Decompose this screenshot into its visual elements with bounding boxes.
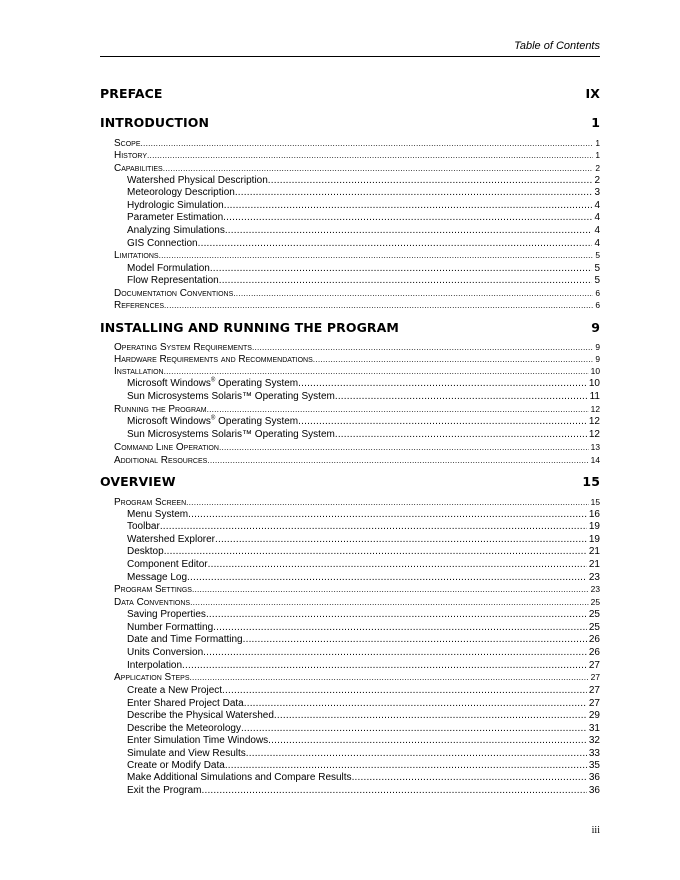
toc-page-number: 36: [588, 785, 600, 796]
toc-section-entry[interactable]: [114, 404, 600, 415]
toc-sub-entry[interactable]: [127, 212, 600, 223]
toc-page-number: 26: [588, 647, 600, 658]
toc-section-entry[interactable]: [114, 455, 600, 466]
leader-dots: [207, 455, 588, 465]
leader-dots: [352, 772, 587, 783]
leader-dots: [252, 342, 593, 352]
toc-page-number: 2: [594, 175, 600, 186]
toc-entry-title: Create or Modify Data: [127, 760, 225, 771]
toc-section-entry[interactable]: [114, 288, 600, 299]
toc-entry-title: Operating System Requirements: [114, 342, 252, 353]
leader-dots: [182, 660, 587, 671]
toc-page-number: 21: [588, 546, 600, 557]
toc-sub-entry[interactable]: [127, 572, 600, 583]
leader-dots: [268, 735, 587, 746]
toc-entry-title: Program Settings: [114, 584, 192, 595]
leader-dots: [160, 521, 587, 532]
toc-page-number: 32: [588, 735, 600, 746]
toc-entry-title: Microsoft Windows® Operating System: [127, 415, 299, 427]
toc-page-number: 23: [590, 584, 600, 594]
toc-page-number: 25: [588, 609, 600, 620]
toc-entry-title: Saving Properties: [127, 609, 206, 620]
leader-dots: [244, 698, 587, 709]
toc-entry-title: Scope: [114, 138, 141, 149]
toc-entry-title: OVERVIEW: [100, 474, 176, 489]
leader-dots: [164, 366, 589, 376]
toc-sub-entry[interactable]: [127, 187, 600, 198]
toc-entry-title: Simulate and View Results: [127, 748, 246, 759]
leader-dots: [233, 288, 593, 298]
toc-page-number: 29: [588, 710, 600, 721]
toc-entry-title: Make Additional Simulations and Compare Results: [127, 772, 352, 783]
leader-dots: [192, 584, 589, 594]
toc-sub-entry[interactable]: [127, 748, 600, 759]
toc-entry-title: Units Conversion: [127, 647, 204, 658]
registered-mark: ®: [210, 415, 216, 422]
toc-page-number: 5: [595, 250, 600, 260]
toc-page-number: 9: [595, 342, 600, 352]
toc-sub-entry[interactable]: [127, 559, 600, 570]
toc-page-number: 2: [595, 163, 600, 173]
toc-sub-entry[interactable]: [127, 735, 600, 746]
toc-entry-title: Limitations: [114, 250, 159, 261]
toc-entry-title: References: [114, 300, 165, 311]
toc-page-number: 33: [588, 748, 600, 759]
toc-entry-title: Enter Simulation Time Windows: [127, 735, 269, 746]
toc-sub-entry[interactable]: [127, 760, 600, 771]
toc-section-entry[interactable]: [114, 442, 600, 453]
toc-entry-title: INSTALLING AND RUNNING THE PROGRAM: [100, 320, 399, 335]
registered-mark: ®: [210, 377, 216, 384]
toc-page-number: 23: [588, 572, 600, 583]
toc-page-number: 27: [590, 672, 600, 682]
toc-entry-title: GIS Connection: [127, 238, 198, 249]
toc-page-number: 1: [595, 138, 600, 148]
toc-entry-title: Data Conventions: [114, 597, 191, 608]
toc-sub-entry[interactable]: [127, 378, 600, 389]
toc-entry-title: Program Screen: [114, 497, 187, 508]
toc-page-number: 21: [588, 559, 600, 570]
toc-page-number: 16: [588, 509, 600, 520]
toc-entry-title: Model Formulation: [127, 263, 210, 274]
toc-page-number: 25: [590, 597, 600, 607]
leader-dots: [219, 275, 593, 286]
toc-entry-title: Exit the Program: [127, 785, 202, 796]
toc-entry-title-rest: Operating System: [215, 416, 299, 427]
toc-page-number: 10: [590, 366, 600, 376]
toc-page-number: 27: [588, 660, 600, 671]
leader-dots: [243, 634, 587, 645]
toc-entry-title: Sun Microsystems Solaris™ Operating System: [127, 391, 335, 402]
toc-entry-title: Toolbar: [127, 521, 160, 532]
toc-entry-title: Running the Program: [114, 404, 207, 415]
leader-dots: [147, 150, 593, 160]
toc-sub-entry[interactable]: [127, 509, 600, 520]
leader-dots: [224, 200, 593, 211]
leader-dots: [207, 404, 589, 414]
toc-section-entry[interactable]: [114, 300, 600, 311]
toc-page-number: 35: [588, 760, 600, 771]
toc-entry-title: Message Log: [127, 572, 188, 583]
leader-dots: [313, 354, 594, 364]
leader-dots: [335, 391, 588, 402]
toc-entry-title: Describe the Physical Watershed: [127, 710, 274, 721]
leader-dots: [159, 250, 594, 260]
toc-sub-entry[interactable]: [127, 647, 600, 658]
toc-page-number: 4: [594, 225, 600, 236]
toc-section-entry[interactable]: [114, 163, 600, 174]
leader-dots: [198, 238, 593, 249]
toc-page-number: 27: [588, 698, 600, 709]
toc-sub-entry[interactable]: [127, 175, 600, 186]
toc-section-entry[interactable]: [114, 597, 600, 608]
toc-entry-title: Parameter Estimation: [127, 212, 224, 223]
header-rule: [100, 56, 600, 57]
toc-entry-title: Enter Shared Project Data: [127, 698, 244, 709]
leader-dots: [246, 748, 587, 759]
toc-section-entry[interactable]: [114, 138, 600, 149]
leader-dots: [208, 559, 587, 570]
toc-section-entry[interactable]: [114, 497, 600, 508]
toc-entry-title: History: [114, 150, 148, 161]
leader-dots: [203, 647, 587, 658]
toc-entry-title: Application Steps: [114, 672, 190, 683]
toc-chapter-entry[interactable]: [100, 474, 600, 489]
toc-entry-title: Sun Microsystems Solaris™ Operating System: [127, 429, 335, 440]
toc-entry-title: Watershed Physical Description: [127, 175, 268, 186]
toc-entry-title: Hydrologic Simulation: [127, 200, 224, 211]
leader-dots: [206, 609, 587, 620]
leader-dots: [222, 685, 587, 696]
toc-page-number: 11: [589, 391, 600, 402]
toc-entry-title-rest: Operating System: [215, 378, 299, 389]
toc-page-number: 31: [588, 723, 600, 734]
leader-dots: [268, 175, 593, 186]
toc-entry-title: Installation: [114, 366, 164, 377]
toc-section-entry[interactable]: [114, 584, 600, 595]
toc-page-number: 4: [594, 238, 600, 249]
toc-entry-title: Number Formatting: [127, 622, 214, 633]
toc-entry-title: Date and Time Formatting: [127, 634, 243, 645]
toc-section-entry[interactable]: [114, 150, 600, 161]
leader-dots: [298, 378, 587, 389]
toc-sub-entry[interactable]: [127, 238, 600, 249]
toc-entry-title: Additional Resources: [114, 455, 208, 466]
toc-page-number: 4: [594, 212, 600, 223]
toc-page-number: 1: [595, 150, 600, 160]
toc-sub-entry[interactable]: [127, 225, 600, 236]
toc-chapter-entry[interactable]: [100, 86, 600, 101]
page-number: iii: [591, 825, 600, 836]
toc-section-entry[interactable]: [114, 250, 600, 261]
toc-sub-entry[interactable]: [127, 609, 600, 620]
toc-page-number: 19: [588, 521, 600, 532]
toc-sub-entry[interactable]: [127, 391, 600, 402]
toc-section-entry[interactable]: [114, 366, 600, 377]
leader-dots: [201, 785, 586, 796]
toc-entry-title: INTRODUCTION: [100, 115, 210, 130]
leader-dots: [190, 672, 589, 682]
leader-dots: [187, 572, 587, 583]
toc-entry-title: Interpolation: [127, 660, 183, 671]
toc-chapter-entry[interactable]: [100, 115, 600, 130]
toc-entry-title: Meteorology Description: [127, 187, 235, 198]
toc-sub-entry[interactable]: [127, 429, 600, 440]
leader-dots: [225, 760, 587, 771]
toc-page-number: 27: [588, 685, 600, 696]
toc-page-number: 6: [595, 288, 600, 298]
toc-page-number: 10: [588, 378, 600, 389]
toc-section-entry[interactable]: [114, 342, 600, 353]
toc-entry-title: Desktop: [127, 546, 164, 557]
toc-sub-entry[interactable]: [127, 275, 600, 286]
leader-dots: [298, 416, 587, 427]
toc-page-number: 15: [582, 474, 600, 489]
leader-dots: [164, 546, 587, 557]
toc-entry-title: Analyzing Simulations: [127, 225, 225, 236]
toc-sub-entry[interactable]: [127, 546, 600, 557]
toc-page-number: 3: [594, 187, 600, 198]
toc-entry-title: Hardware Requirements and Recommendations: [114, 354, 313, 365]
toc-entry-title: Component Editor: [127, 559, 208, 570]
leader-dots: [335, 429, 587, 440]
toc-page-number: IX: [585, 86, 600, 101]
toc-sub-entry[interactable]: [127, 416, 600, 427]
toc-page-number: 12: [588, 416, 600, 427]
toc-sub-entry[interactable]: [127, 534, 600, 545]
toc-page-number: 26: [588, 634, 600, 645]
toc-entry-title: Create a New Project: [127, 685, 223, 696]
toc-page-number: 13: [590, 442, 600, 452]
leader-dots: [225, 225, 593, 236]
toc-entry-title: Watershed Explorer: [127, 534, 215, 545]
toc-page-number: 4: [594, 200, 600, 211]
toc-chapter-entry[interactable]: [100, 320, 600, 335]
toc-page-number: 12: [590, 404, 600, 414]
toc-sub-entry[interactable]: [127, 622, 600, 633]
leader-dots: [188, 509, 587, 520]
toc-page-number: 14: [590, 455, 600, 465]
toc-sub-entry[interactable]: [127, 723, 600, 734]
toc-sub-entry[interactable]: [127, 685, 600, 696]
toc-page-number: 9: [591, 320, 600, 335]
toc-sub-entry[interactable]: [127, 660, 600, 671]
toc-entry-title: Flow Representation: [127, 275, 219, 286]
leader-dots: [163, 163, 594, 173]
leader-dots: [223, 212, 592, 223]
toc-sub-entry[interactable]: [127, 772, 600, 783]
toc-page-number: 36: [588, 772, 600, 783]
toc-entry-title: Menu System: [127, 509, 189, 520]
toc-entry-title: Capabilities: [114, 163, 163, 174]
toc-page-number: 12: [588, 429, 600, 440]
leader-dots: [215, 534, 587, 545]
leader-dots: [274, 710, 587, 721]
leader-dots: [219, 442, 589, 452]
leader-dots: [186, 497, 589, 507]
toc-page-number: 25: [588, 622, 600, 633]
toc-sub-entry[interactable]: [127, 521, 600, 532]
toc-section-entry[interactable]: [114, 672, 600, 683]
toc-page-number: 9: [595, 354, 600, 364]
running-header: Table of Contents: [514, 40, 600, 52]
toc-sub-entry[interactable]: [127, 710, 600, 721]
toc-entry-title: Documentation Conventions: [114, 288, 234, 299]
toc-section-entry[interactable]: [114, 354, 600, 365]
toc-page-number: 19: [588, 534, 600, 545]
toc-sub-entry[interactable]: [127, 785, 600, 796]
toc-page-number: 15: [590, 497, 600, 507]
toc-sub-entry[interactable]: [127, 698, 600, 709]
leader-dots: [190, 597, 589, 607]
toc-sub-entry[interactable]: [127, 634, 600, 645]
toc-sub-entry[interactable]: [127, 200, 600, 211]
toc-page-number: 1: [591, 115, 600, 130]
toc-entry-title: Command Line Operation: [114, 442, 219, 453]
toc-page-number: 5: [594, 275, 600, 286]
leader-dots: [141, 138, 594, 148]
leader-dots: [210, 263, 593, 274]
leader-dots: [235, 187, 593, 198]
toc-page-number: 5: [594, 263, 600, 274]
toc-entry-title: Microsoft Windows® Operating System: [127, 377, 299, 389]
leader-dots: [213, 622, 587, 633]
toc-page-number: 6: [595, 300, 600, 310]
toc-entry-title: PREFACE: [100, 86, 163, 101]
leader-dots: [241, 723, 587, 734]
leader-dots: [164, 300, 593, 310]
toc-sub-entry[interactable]: [127, 263, 600, 274]
toc-entry-title: Describe the Meteorology: [127, 723, 241, 734]
